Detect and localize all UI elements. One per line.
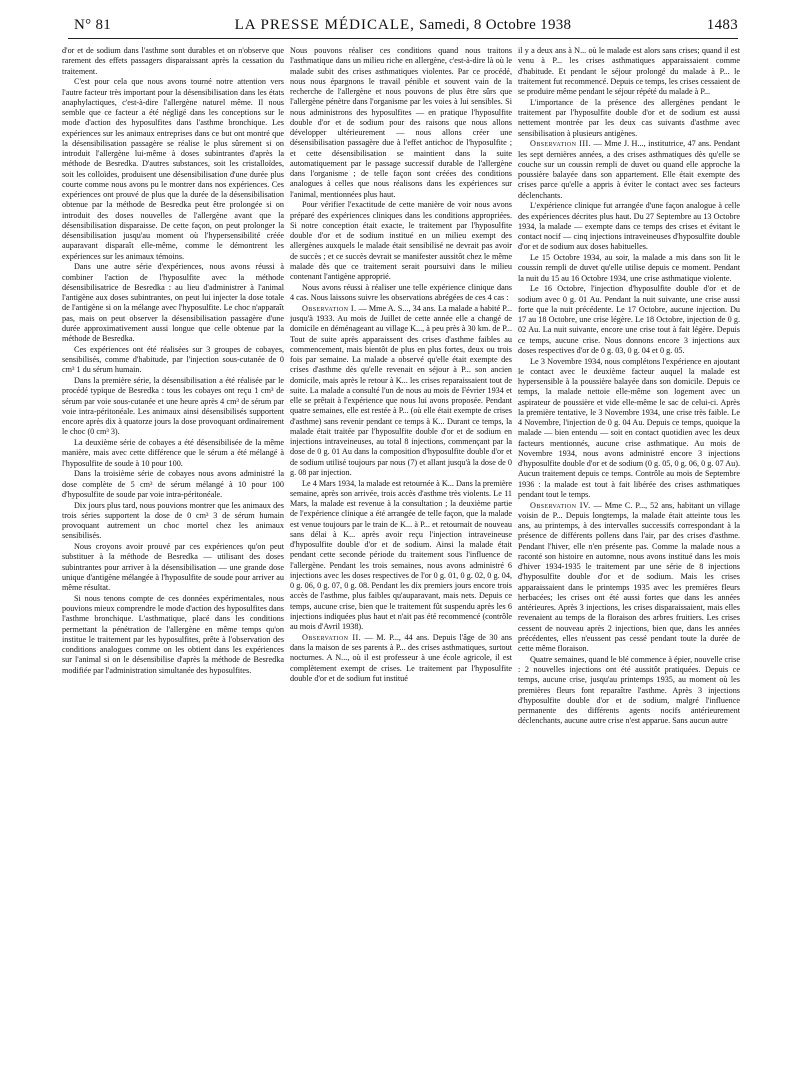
paragraph xyxy=(518,655,740,727)
paragraph xyxy=(290,200,512,282)
paragraph xyxy=(62,501,284,542)
paragraph-text: — M. P..., 44 ans. Depuis l'âge de 30 ans dans la maison de ses parents à P... des crises asthmatiques, surtout nocturnes. A N..., où il est professeur à une école agricole, il est complètement exempt de crises. Le traitement par l'hyposulfite double d'or et de sodium fut institué xyxy=(290,632,512,683)
column-1 xyxy=(62,46,284,1076)
paragraph xyxy=(62,438,284,469)
paragraph xyxy=(290,633,512,684)
paragraph-text: Nous avons réussi à réaliser une telle expérience clinique dans 4 cas. Nous laissons suivre les observations abrégées de ces 4 cas : xyxy=(290,282,512,302)
page-header xyxy=(68,14,738,36)
header-rule xyxy=(68,38,738,39)
page-number: 1483 xyxy=(706,17,738,33)
paragraph xyxy=(62,77,284,262)
column-2 xyxy=(290,46,512,1076)
paragraph-text: Quatre semaines, quand le blé commence à épier, nouvelle crise : 2 nouvelles injections ont été aussitôt pratiquées. Depuis ce temps, aucune crise, jusqu'au printemps 1935, au moment où les premières fleurs font reparaître l'asthme. Après 3 injections d'hyposulfite double d'or et de sodium, malgré l'influence permanente des différents agents nocifs antérieurement déclenchants, aucune autre crise n'est apparue. Sans aucun autre xyxy=(518,654,740,726)
paragraph-text: Le 15 Octobre 1934, au soir, la malade a mis dans son lit le coussin rempli de duvet qu'elle utilise depuis ce moment. Pendant la nuit du 15 au 16 Octobre 1934, une crise asthmatique violente. xyxy=(518,253,740,283)
paragraph xyxy=(62,46,284,77)
paragraph-text: L'expérience clinique fut arrangée d'une façon analogue à celle des expériences décrites plus haut. Du 27 Septembre au 13 Octobre 1934, la malade — exempte dans ce temps des crises et évitant le contact nocif — cinq injections intraveineuses d'hyposulfite double d'or et de sodium aux doses habituelles. xyxy=(518,201,740,252)
paragraph-text: d'or et de sodium dans l'asthme sont durables et on n'observe que rarement des effets passagers disparaissant après la cessation du traitement. xyxy=(62,46,284,76)
paragraph-text: Le 3 Novembre 1934, nous complétons l'expérience en ajoutant le contact avec le deuxième facteur auquel la malade est hypersensible à la poussière balayée dans son domicile. Depuis ce temps, la malade nettoie elle-même son logement avec un aspirateur de poussière et vide elle-même le sac de celui-ci. Après la première tentative, le 3 Novembre 1934, une crise très faible. Le 4 Novembre, l'injection de 0 g. 04 Au. Depuis ce temps, quoique la malade — bien entendu — soit en contact quotidien avec les deux facteurs mentionnés, aucune crise asthmatique. Au mois de Novembre 1934, nous avons administré encore 3 injections d'hyposulfite double d'or et de sodium (0 g. 05, 0 g. 06, 0 g. 07 Au). Aucun traitement depuis ce temps. Contrôle au mois de Septembre 1936 : la malade est tout à fait libérée des crises asthmatiques pendant tout le temps. xyxy=(518,356,740,499)
paragraph xyxy=(290,479,512,633)
paragraph-text: — Mme C. P..., 52 ans, habitant un village voisin de P... Depuis longtemps, la malade était atteinte tous les ans, au printemps, à des intervalles successifs correspondant à la présence de différents pollens dans l'air, par des crises d'asthme. Pendant l'hiver, elle n'en présente pas. Comme la malade nous a raconté son histoire en automne, nous avons institué dans les mois d'hiver 1934-1935 le traitement par une série de 8 injections d'hyposulfite double d'or et de sodium. Mais les crises apparaissaient dans le printemps 1935 avec les premières fleurs herbacées; les crises ont été aussi fortes que dans les années antérieures. Après 3 injections, les crises disparaissaient, mais elles revenaient au temps de la floraison des arbres fruitiers. Les crises cessent de nouveau après 2 injections, bien que, dans les années précédentes, elles n'eussent pas cessé pendant toute la durée de cette même floraison. xyxy=(518,500,740,653)
issue-number: N° 81 xyxy=(74,17,112,33)
observation-heading: Observation II. xyxy=(302,632,362,642)
paragraph-text: Le 4 Mars 1934, la malade est retournée à K... Dans la première semaine, après son arrivée, trois accès d'asthme très violents. Le 11 Mars, la malade est revenue à la consultation ; la deuxième partie de l'expérience clinique a été arrangée de telle façon, que la malade est venue toujours par le train de K... à P... et retournait de nouveau sans délai à K... après avoir reçu l'injection intraveineuse d'hyposulfite double d'or et de sodium. Ainsi la malade était pendant cette seconde période du traitement sous l'influence de l'allergène. Pendant les trois semaines, nous avons administré 6 injections avec les doses respectives de l'or 0 g. 01, 0 g. 02, 0 g. 04, 0 g. 06, 0 g. 07, 0 g. 08. Pendant les dix premiers jours encore trois accès de l'asthme, plus faibles qu'auparavant, mais nets. Depuis ce temps, aucune crise, bien que le traitement fût suspendu après les 6 injections indiquées plus haut et n'ait pas été recommencé (contrôle au mois d'Avril 1938). xyxy=(290,478,512,631)
running-title xyxy=(68,14,738,36)
paragraph-text: — Mme A. S..., 34 ans. La malade a habité P... jusqu'à 1933. Au mois de Juillet de cette année elle a changé de domicile en déménageant au village K..., à peu près à 30 km. de P... Tout de suite après apparaissent des crises d'asthme faibles au commencement, mais bientôt de plus en plus fortes, deux ou trois fois par semaine. La malade a observé qu'elle était exempte des crises d'asthme dès qu'elle revenait en séjour à P... son ancien domicile, mais après le retour à K... les crises reparaissaient tout de suite. La malade a consulté l'un de nous au mois de Février 1934 et elle se prêtait à l'expérience que nous lui avons proposée. Pendant quatre semaines, elle est restée à P... (où elle était exempte de crises d'asthme) sans revenir pendant ce temps à K... Durant ce temps, la malade était traitée par l'hyposulfite double d'or et de sodium en injections intraveineuses, au total 8 injections, commençant par la dose de 0 g. 01 Au dans la composition d'hyposulfite double d'or et de sodium utilisé toujours par nous (7) et allant jusqu'à la dose de 0 g. 08 par injection. xyxy=(290,303,512,477)
paragraph-text: il y a deux ans à N... où le malade est alors sans crises; quand il est venu à P... les crises asthmatiques apparaissaient comme d'habitude. Et pendant le séjour prolongé du malade à P... le traitement fut recommencé. Depuis ce temps, les crises cessaient de se produire même pendant le séjour répété du malade à P... xyxy=(518,46,740,96)
paragraph xyxy=(290,304,512,478)
paragraph-text: Pour vérifier l'exactitude de cette manière de voir nous avons préparé des expériences cliniques dans les conditions appropriées. Si notre conception était exacte, le traitement par l'hyposulfite double d'or et de sodium institué en un milieu exempt des allergènes auxquels le malade était sensibilisé ne devrait pas avoir de succès ; et ce succès devrait se manifester aussitôt chez le même malade dès que ce traitement serait poursuivi dans le milieu contenant l'antigène approprié. xyxy=(290,200,512,281)
observation-heading: Observation IV. xyxy=(530,500,591,510)
paragraph xyxy=(518,201,740,252)
paragraph xyxy=(518,284,740,356)
paragraph xyxy=(290,283,512,304)
paragraph xyxy=(518,98,740,139)
paragraph xyxy=(62,469,284,500)
paragraph xyxy=(62,594,284,676)
paragraph-text: Nous pouvons réaliser ces conditions quand nous traitons l'asthmatique dans un milieu riche en allergène, c'est-à-dire là où le malade subit des crises asthmatiques violentes. Par ce procédé, nous nous épargnons le travail pénible et souvent vain de la recherche de l'allergène et nous pouvons de plus être sûrs que l'allergène pénètre dans l'organisme par les voies à lui sensibles. Si nous administrons des hyposulfites — en pratique l'hyposulfite double d'or et de sodium pour des raisons que nous allons développer ultérieurement — nous allons créer une désensibilisation passagère due à l'effet antichoc de l'hyposulfite ; et cette désensibilisation se maintient dans la suite automatiquement par le passage successif durable de l'allergène dans l'organisme ; de telle façon sont créées des conditions analogues à celles que nous réalisons dans les expériences sur l'animal, mentionnées plus haut. xyxy=(290,46,512,199)
paragraph xyxy=(518,139,740,201)
observation-heading: Observation III. xyxy=(530,139,592,149)
paragraph-text: La deuxième série de cobayes a été désensibilisée de la même manière, mais avec cette différence que le sérum a été mélangé à l'hyposulfite de soude à 10 pour 100. xyxy=(62,438,284,468)
paragraph-text: C'est pour cela que nous avons tourné notre attention vers l'autre facteur très important pour la désensibilisation dans les états anaphylactiques, c'est-à-dire l'allergène naturel même. Il nous semble que ce facteur a été négligé dans les conceptions sur le mode d'action des hyposulfites dans l'asthme bronchique. Les expériences sur les animaux entreprises dans ce but ont montré que la désensibilisation passagère se réalise le plus sûrement si on introduit l'allergène lui-même à doses subintrantes d'après la méthode de Besredka. D'autres substances, soit les cristalloïdes, soit les colloïdes, produisent une désensibilisation d'une durée plus courte comme nous avons pu le montrer dans nos expériences. Ces expériences ont prouvé de plus que la durée de la désensibilisation obtenue par la méthode de Besredka peut être prolongée si on introduit des doses nouvelles de l'allergène avant que la désensibilisation disparaisse. De cette façon, on peut prolonger la désensibilisation jusqu'au moment où l'hypersensibilité créée auparavant disparaît elle-même, comme le démontrent les expériences sur les animaux témoins. xyxy=(62,77,284,261)
journal-name: LA PRESSE MÉDICALE, xyxy=(234,17,415,33)
paragraph-text: Si nous tenons compte de ces données expérimentales, nous pouvions mieux comprendre le mode d'action des hyposulfites dans l'asthme bronchique. L'asthmatique, placé dans les conditions permettant la pénétration de l'allergène en même temps qu'on institue le traitement par les hyposulfites, prête à l'observation des conditions analogues comme on les obtient dans les expériences sur l'animal si on le désensibilise d'après la méthode de Besredka modifiée par l'administration simultanée des hyposulfites. xyxy=(62,593,284,675)
paragraph-text: Ces expériences ont été réalisées sur 3 groupes de cobayes, sensibilisés, comme d'habitude, par l'injection sous-cutanée de 0 cm³ 1 du sérum humain. xyxy=(62,344,284,375)
paragraph-text: — Mme J. H..., institutrice, 47 ans. Pendant les sept dernières années, a des crises asthmatiques dès qu'elle se couche sur un coussin rempli de duvet ou quand elle approche la poussière balayée dans son appartement. Elle était exempte des crises parce qu'elle a appris à éviter le contact avec ses facteurs déclenchants. xyxy=(518,139,740,200)
paragraph xyxy=(62,542,284,593)
paragraph xyxy=(518,253,740,284)
paragraph xyxy=(62,345,284,376)
paragraph-text: Nous croyons avoir prouvé par ces expériences qu'on peut substituer à la méthode de Besredka — utilisant des doses subintrantes pour arriver à la désensibilisation — une grande dose unique d'antigène mélangée à l'hyposulfite de soude pour arriver au même résultat. xyxy=(62,542,284,592)
paragraph xyxy=(518,357,740,501)
paragraph-text: Dans la première série, la désensibilisation a été réalisée par le procédé typique de Besredka : tous les cobayes ont reçu 1 cm³ de sérum par voie sous-cutanée et une heure après 4 cm³ de sérum par voie intra-péritonéale. Les animaux ainsi désensibilisés supportent encore après dix à quatorze jours la dose provoquant ordinairement le choc (0 cm³ 3). xyxy=(62,376,284,437)
issue-date: Samedi, 8 Octobre 1938 xyxy=(418,17,572,33)
paragraph-text: Dix jours plus tard, nous pouvions montrer que les animaux des trois séries supportent la dose de 0 cm³ 3 de sérum humain provoquant autrement un choc mortel chez les animaux sensibilisés. xyxy=(62,500,284,541)
observation-heading: Observation I. xyxy=(302,303,357,313)
paragraph xyxy=(62,376,284,438)
paragraph-text: L'importance de la présence des allergènes pendant le traitement par l'hyposulfite double d'or et de sodium est aussi nettement montrée par les deux cas suivants d'asthme avec sensibilisation à plusieurs antigènes. xyxy=(518,97,740,138)
paragraph-text: Dans la troisième série de cobayes nous avons administré la dose complète de 5 cm³ de sérum mélangé à 10 pour 100 d'hyposulfite de soude par voie intra-péritonéale. xyxy=(62,469,284,499)
paragraph xyxy=(518,46,740,97)
column-3 xyxy=(518,46,740,1076)
paragraph xyxy=(62,262,284,344)
paragraph xyxy=(290,46,512,200)
paragraph-text: Le 16 Octobre, l'injection d'hyposulfite double d'or et de sodium avec 0 g. 01 Au. Pendant la nuit suivante, une crise aussi forte que la nuit précédente. Le 17 Octobre, aucune injection. Du 17 au 18 Octobre, une crise légère. Le 18 Octobre, injection de 0 g. 02 Au. La nuit suivante, encore une crise tout à fait légère. Depuis ce temps, aucune crise. Nous donnons encore 3 injections aux doses respectives d'or de 0 g. 03, 0 g. 04 et 0 g. 05. xyxy=(518,284,740,355)
paragraph-text: Dans une autre série d'expériences, nous avons réussi à combiner l'action de l'hyposulfite avec la méthode désensibilisatrice de Besredka : au lieu d'administrer à l'animal l'antigène aux doses subintrantes, on peut lui injecter la dose totale de l'antigène si on la mélange avec l'hyposulfite. Le choc n'apparaît pas, mais on peut observer la désensibilisation passagère d'une durée approximativement aussi longue que celle obtenue par la méthode de Besredka. xyxy=(62,262,284,343)
paragraph xyxy=(518,501,740,655)
